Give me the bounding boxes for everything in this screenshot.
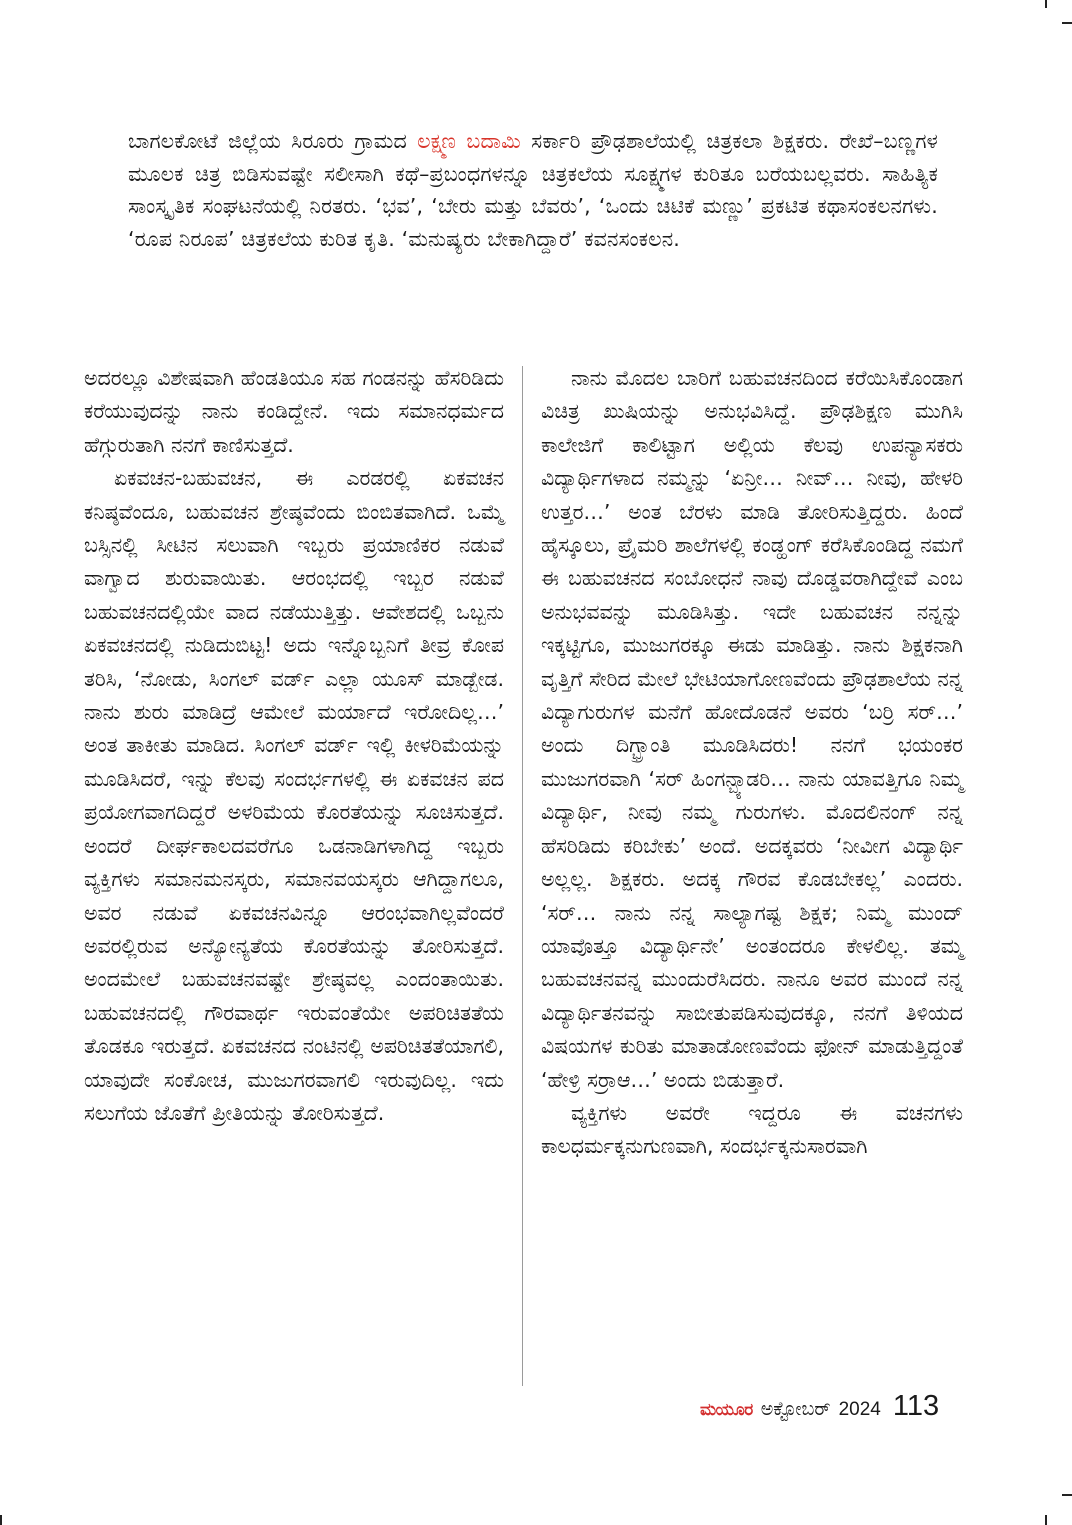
paragraph: ಏಕವಚನ-ಬಹುವಚನ, ಈ ಎರಡರಲ್ಲಿ ಏಕವಚನ ಕನಿಷ್ಠವೆಂದೂ, ಬಹುವಚನ ಶ್ರೇಷ್ಠವೆಂದು ಬಿಂಬಿತವಾಗಿದೆ. ಒಮ್ಮೆ ಬಸ್ಸಿನಲ್ಲಿ ಸೀಟಿನ ಸಲುವಾಗಿ ಇಬ್ಬರು ಪ್ರಯಾಣಿಕರ ನಡುವೆ ವಾಗ್ವಾದ ಶುರುವಾಯಿತು. ಆರಂಭದಲ್ಲಿ ಇಬ್ಬರ ನಡುವೆ ಬಹುವಚನದಲ್ಲಿಯೇ ವಾದ ನಡೆಯುತ್ತಿತ್ತು. ಆವೇಶದಲ್ಲಿ ಒಬ್ಬನು ಏಕವಚನದಲ್ಲಿ ನುಡಿದುಬಿಟ್ಟ! ಅದು ಇನ್ನೊಬ್ಬನಿಗೆ ತೀವ್ರ ಕೋಪ ತರಿಸಿ, ‘ನೋಡು, ಸಿಂಗಲ್ ವರ್ಡ್ ಎಲ್ಲಾ ಯೂಸ್ ಮಾಡ್ಬೇಡ. ನಾನು ಶುರು ಮಾಡಿದ್ರೆ ಆಮೇಲೆ ಮರ್ಯಾದೆ ಇರೋದಿಲ್ಲ…’ ಅಂತ ತಾಕೀತು ಮಾಡಿದ. ಸಿಂಗಲ್ ವರ್ಡ್ ಇಲ್ಲಿ ಕೀಳರಿಮೆಯನ್ನು ಮೂಡಿಸಿದರೆ, ಇನ್ನು ಕೆಲವು ಸಂದರ್ಭಗಳಲ್ಲಿ ಈ ಏಕವಚನ ಪದ ಪ್ರಯೋಗವಾಗದಿದ್ದರೆ ಅಳರಿಮೆಯ ಕೊರತೆಯನ್ನು ಸೂಚಿಸುತ್ತದೆ. ಅಂದರೆ ದೀರ್ಘಕಾಲದವರೆಗೂ ಒಡನಾಡಿಗಳಾಗಿದ್ದ ಇಬ್ಬರು ವ್ಯಕ್ತಿಗಳು ಸಮಾನಮನಸ್ಕರು, ಸಮಾನವಯಸ್ಕರು ಆಗಿದ್ದಾಗಲೂ, ಅವರ ನಡುವೆ ಏಕವಚನವಿನ್ನೂ ಆರಂಭವಾಗಿಲ್ಲವೆಂದರೆ ಅವರಲ್ಲಿರುವ ಅನ್ಯೋನ್ಯತೆಯ ಕೊರತೆಯನ್ನು ತೋರಿಸುತ್ತದೆ. ಅಂದಮೇಲೆ ಬಹುವಚನವಷ್ಟೇ ಶ್ರೇಷ್ಠವಲ್ಲ ಎಂದಂತಾಯಿತು. ಬಹುವಚನದಲ್ಲಿ ಗೌರವಾರ್ಥ ಇರುವಂತೆಯೇ ಅಪರಿಚಿತತೆಯ ತೊಡಕೂ ಇರುತ್ತದೆ. ಏಕವಚನದ ನಂಟಿನಲ್ಲಿ ಅಪರಿಚಿತತೆಯಾಗಲಿ, ಯಾವುದೇ ಸಂಕೋಚ, ಮುಜುಗರವಾಗಲಿ ಇರುವುದಿಲ್ಲ. ಇದು ಸಲುಗೆಯ ಜೊತೆಗೆ ಪ್ರೀತಿಯನ್ನು ತೋರಿಸುತ್ತದೆ. <box>84 466 504 1125</box>
crop-mark <box>1062 22 1072 24</box>
article-column-right <box>541 362 963 1164</box>
issue-year: 2024 <box>838 1399 881 1420</box>
crop-mark <box>1062 1494 1072 1496</box>
bio-text-after: ಸರ್ಕಾರಿ ಪ್ರೌಢಶಾಲೆಯಲ್ಲಿ ಚಿತ್ರಕಲಾ ಶಿಕ್ಷಕರು. ರೇಖೆ–ಬಣ್ಣಗಳ ಮೂಲಕ ಚಿತ್ರ ಬಿಡಿಸುವಷ್ಟೇ ಸಲೀಸಾಗಿ ಕಥೆ–ಪ್ರಬಂಧಗಳನ್ನೂ ಚಿತ್ರಕಲೆಯ ಸೂಕ್ಷ್ಮಗಳ ಕುರಿತೂ ಬರೆಯಬಲ್ಲವರು. ಸಾಹಿತ್ಯಿಕ ಸಾಂಸ್ಕೃತಿಕ ಸಂಘಟನೆಯಲ್ಲಿ ನಿರತರು. ‘ಭವ’, ‘ಬೇರು ಮತ್ತು ಬೆವರು’, ‘ಒಂದು ಚಿಟಿಕೆ ಮಣ್ಣು’ ಪ್ರಕಟಿತ ಕಥಾಸಂಕಲನಗಳು. ‘ರೂಪ ನಿರೂಪ’ ಚಿತ್ರಕಲೆಯ ಕುರಿತ ಕೃತಿ. ‘ಮನುಷ್ಯರು ಬೇಕಾಗಿದ್ದಾರೆ’ ಕವನಸಂಕಲನ. <box>128 129 938 251</box>
column-divider <box>522 366 523 1386</box>
paragraph: ವ್ಯಕ್ತಿಗಳು ಅವರೇ ಇದ್ದರೂ ಈ ವಚನಗಳು ಕಾಲಧರ್ಮಕ್ಕನುಗುಣವಾಗಿ, ಸಂದರ್ಭಕ್ಕನುಸಾರವಾಗಿ <box>541 1100 963 1159</box>
issue-month: ಅಕ್ಟೋಬರ್ <box>760 1398 831 1420</box>
article-column-left <box>84 362 504 1130</box>
page-number: 113 <box>892 1390 940 1422</box>
page-footer <box>700 1390 939 1430</box>
crop-mark <box>1045 1515 1047 1525</box>
crop-mark <box>0 1515 2 1525</box>
paragraph: ನಾನು ಮೊದಲ ಬಾರಿಗೆ ಬಹುವಚನದಿಂದ ಕರೆಯಿಸಿಕೊಂಡಾಗ ವಿಚಿತ್ರ ಖುಷಿಯನ್ನು ಅನುಭವಿಸಿದ್ದೆ. ಪ್ರೌಢಶಿಕ್ಷಣ ಮುಗಿಸಿ ಕಾಲೇಜಿಗೆ ಕಾಲಿಟ್ಟಾಗ ಅಲ್ಲಿಯ ಕೆಲವು ಉಪನ್ಯಾಸಕರು ವಿದ್ಯಾರ್ಥಿಗಳಾದ ನಮ್ಮನ್ನು ‘ಏನ್ರೀ… ನೀವ್… ನೀವು, ಹೇಳರಿ ಉತ್ತರ…’ ಅಂತ ಬೆರಳು ಮಾಡಿ ತೋರಿಸುತ್ತಿದ್ದರು. ಹಿಂದೆ ಹೈಸ್ಕೂಲು, ಪ್ರೈಮರಿ ಶಾಲೆಗಳಲ್ಲಿ ಕಂಡ್ಹಂಗ್ ಕರೆಸಿಕೊಂಡಿದ್ದ ನಮಗೆ ಈ ಬಹುವಚನದ ಸಂಬೋಧನೆ ನಾವು ದೊಡ್ಡವರಾಗಿದ್ದೇವೆ ಎಂಬ ಅನುಭವವನ್ನು ಮೂಡಿಸಿತ್ತು. ಇದೇ ಬಹುವಚನ ನನ್ನನ್ನು ಇಕ್ಕಟ್ಟಿಗೂ, ಮುಜುಗರಕ್ಕೂ ಈಡು ಮಾಡಿತ್ತು. ನಾನು ಶಿಕ್ಷಕನಾಗಿ ವೃತ್ತಿಗೆ ಸೇರಿದ ಮೇಲೆ ಭೇಟಿಯಾಗೋಣವೆಂದು ಪ್ರೌಢಶಾಲೆಯ ನನ್ನ ವಿದ್ಯಾಗುರುಗಳ ಮನೆಗೆ ಹೋದೊಡನೆ ಅವರು ‘ಬರ್ರಿ ಸರ್…’ ಅಂದು ದಿಗ್ಭ್ರಾಂತಿ ಮೂಡಿಸಿದರು! ನನಗೆ ಭಯಂಕರ ಮುಜುಗರವಾಗಿ ‘ಸರ್ ಹಿಂಗನ್ಬ್ಯಾಡರಿ… ನಾನು ಯಾವತ್ತಿಗೂ ನಿಮ್ಮ ವಿದ್ಯಾರ್ಥಿ, ನೀವು ನಮ್ಮ ಗುರುಗಳು. ಮೊದಲಿನಂಗ್ ನನ್ನ ಹೆಸರಿಡಿದು ಕರಿಬೇಕು’ ಅಂದೆ. ಅದಕ್ಕವರು ‘ನೀವೀಗ ವಿದ್ಯಾರ್ಥಿ ಅಲ್ಲಲ್ಲ. ಶಿಕ್ಷಕರು. ಅದಕ್ಕ ಗೌರವ ಕೊಡಬೇಕಲ್ಲ’ ಎಂದರು. ‘ಸರ್… ನಾನು ನನ್ನ ಸಾಲ್ಯಾಗಷ್ಟ ಶಿಕ್ಷಕ; ನಿಮ್ಮ ಮುಂದ್ ಯಾವೊತ್ತೂ ವಿದ್ಯಾರ್ಥಿನೇ’ ಅಂತಂದರೂ ಕೇಳಲಿಲ್ಲ. ತಮ್ಮ ಬಹುವಚನವನ್ನ ಮುಂದುರೆಸಿದರು. ನಾನೂ ಅವರ ಮುಂದೆ ನನ್ನ ವಿದ್ಯಾರ್ಥಿತನವನ್ನು ಸಾಬೀತುಪಡಿಸುವುದಕ್ಕೂ, ನನಗೆ ತಿಳಿಯದ ವಿಷಯಗಳ ಕುರಿತು ಮಾತಾಡೋಣವೆಂದು ಫೋನ್ ಮಾಡುತ್ತಿದ್ದಂತೆ ‘ಹೇಳ್ರಿ ಸರ್ರಾಆ…’ ಅಂದು ಬಿಡುತ್ತಾರೆ. <box>541 366 963 1092</box>
crop-mark <box>1045 0 1047 8</box>
bio-text-before: ಬಾಗಲಕೋಟೆ ಜಿಲ್ಲೆಯ ಸಿರೂರು ಗ್ರಾಮದ <box>128 129 418 153</box>
magazine-logo: ಮಯೂರ <box>700 1400 753 1420</box>
author-bio <box>128 125 938 255</box>
author-name: ಲಕ್ಷ್ಮಣ ಬದಾಮಿ <box>417 129 521 153</box>
paragraph: ಅದರಲ್ಲೂ ವಿಶೇಷವಾಗಿ ಹೆಂಡತಿಯೂ ಸಹ ಗಂಡನನ್ನು ಹೆಸರಿಡಿದು ಕರೆಯುವುದನ್ನು ನಾನು ಕಂಡಿದ್ದೇನೆ. ಇದು ಸಮಾನಧರ್ಮದ ಹೆಗ್ಗುರುತಾಗಿ ನನಗೆ ಕಾಣಿಸುತ್ತದೆ. <box>84 366 504 457</box>
